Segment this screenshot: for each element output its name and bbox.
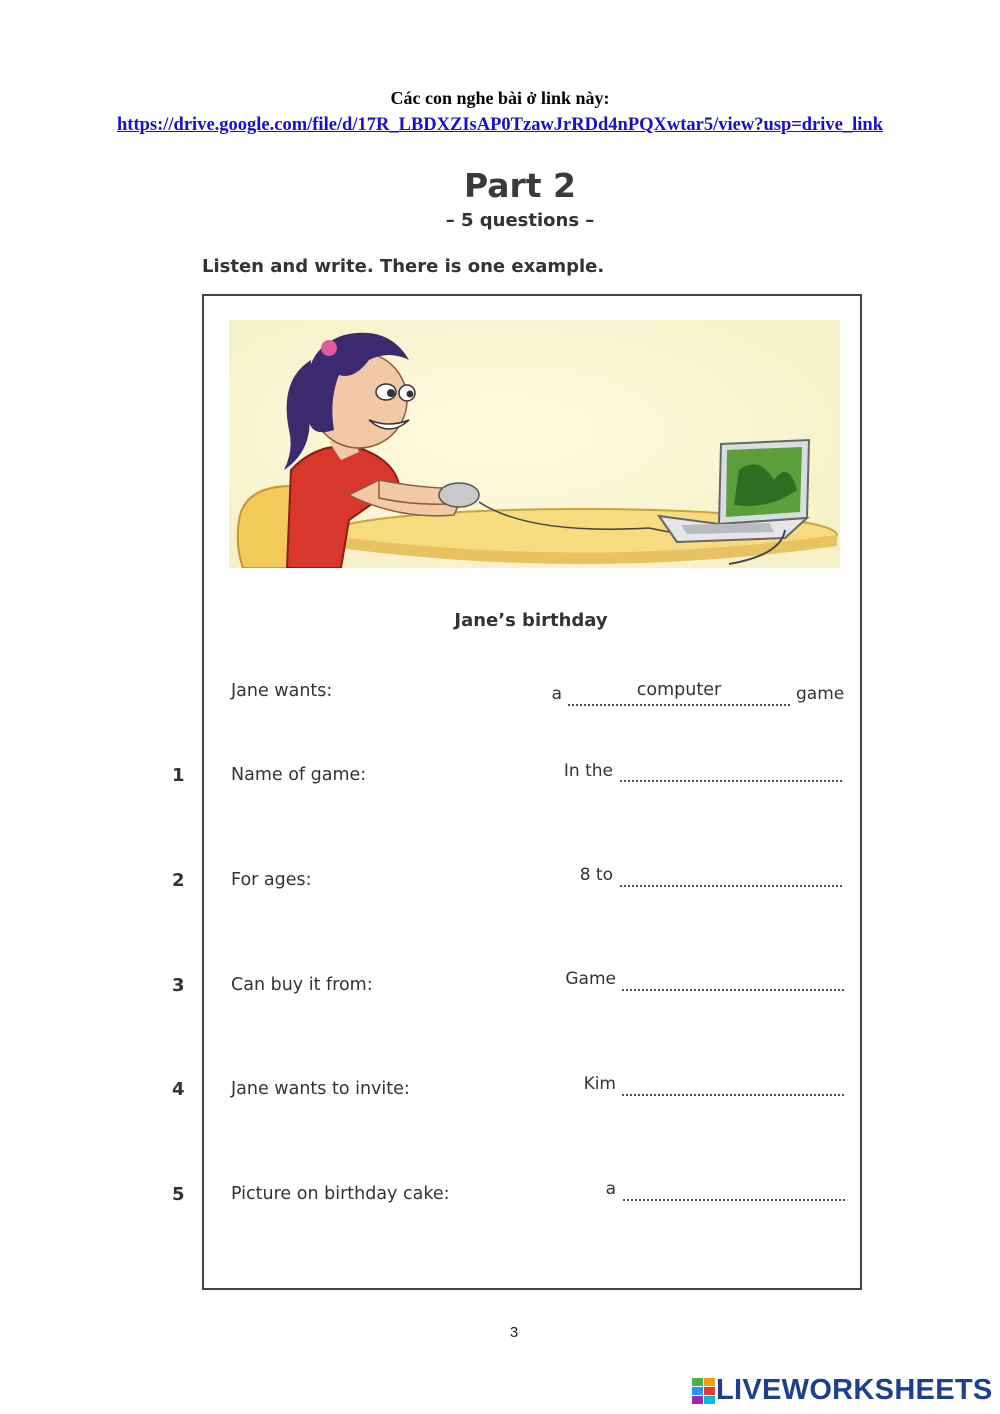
question-label: Name of game: xyxy=(231,765,367,785)
answer-prefix: Game xyxy=(565,969,616,989)
example-prefix: a xyxy=(551,684,562,704)
question-label: Can buy it from: xyxy=(231,975,373,995)
answer-field-2[interactable] xyxy=(620,883,842,887)
header-instruction: Các con nghe bài ở link này: xyxy=(390,88,610,108)
page-number: 3 xyxy=(509,1324,519,1341)
answer-prefix: 8 to xyxy=(579,865,613,885)
question-number: 5 xyxy=(172,1184,185,1205)
example-answer: computer xyxy=(636,680,722,700)
question-number: 4 xyxy=(172,1079,185,1100)
question-number: 3 xyxy=(172,975,185,996)
liveworksheets-logo[interactable] xyxy=(692,1374,993,1407)
question-number: 1 xyxy=(172,765,185,786)
task-instruction: Listen and write. There is one example. xyxy=(202,256,605,277)
answer-field-4[interactable] xyxy=(622,1092,844,1096)
question-label: Picture on birthday cake: xyxy=(231,1184,450,1204)
example-suffix: game xyxy=(796,684,845,704)
audio-link[interactable]: https://drive.google.com/file/d/17R_LBDXZIsAP0TzawJrRDd4nPQXwtar5/view?usp=drive_link xyxy=(117,115,883,135)
liveworksheets-logo-icon xyxy=(692,1378,716,1404)
girl-illustration xyxy=(229,320,840,568)
answer-field-3[interactable] xyxy=(622,987,844,991)
question-label: For ages: xyxy=(231,870,312,890)
answer-prefix: Kim xyxy=(583,1074,616,1094)
answer-prefix: a xyxy=(605,1179,616,1199)
brand-name: LIVEWORKSHEETS xyxy=(716,1374,993,1406)
answer-field-5[interactable] xyxy=(623,1197,845,1201)
worksheet-title: Jane’s birthday xyxy=(454,610,608,631)
answer-field-1[interactable] xyxy=(620,778,842,782)
part-subtitle: – 5 questions – xyxy=(445,210,595,231)
part-title: Part 2 xyxy=(463,166,577,205)
question-number: 2 xyxy=(172,870,185,891)
answer-prefix: In the xyxy=(563,761,613,781)
question-label: Jane wants to invite: xyxy=(231,1079,410,1099)
example-dotted-line xyxy=(568,702,790,706)
example-label: Jane wants: xyxy=(231,681,333,701)
